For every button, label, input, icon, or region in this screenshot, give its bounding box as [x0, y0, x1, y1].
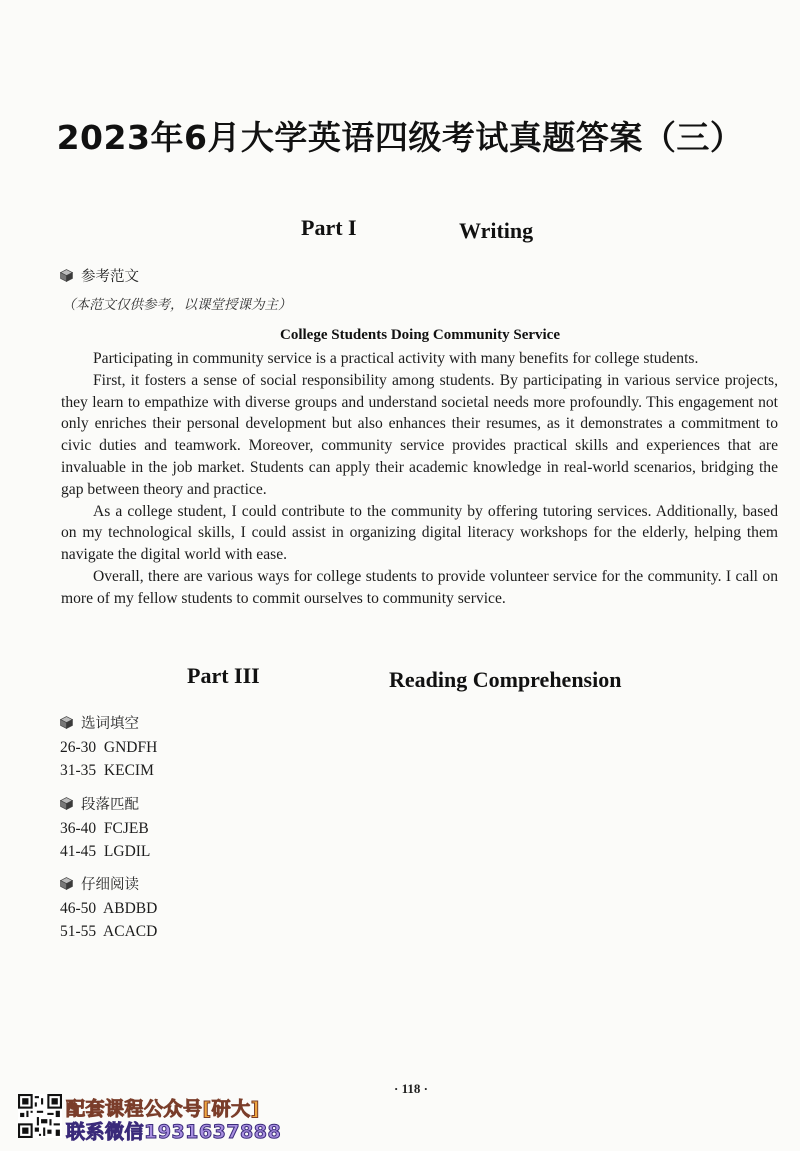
careful-reading-heading — [60, 873, 139, 894]
banked-cloze-heading — [60, 712, 139, 733]
essay-paragraph: Overall, there are various ways for college students to provide volunteer service for the community. I call on more of my fellow students to commit ourselves to community service. — [61, 567, 778, 607]
page-title: 2023年6月大学英语四级考试真题答案（三） — [56, 118, 744, 157]
part3-name: Reading Comprehension — [389, 667, 622, 692]
page-number: · 118 · — [394, 1081, 428, 1096]
answer-line: 46-50 ABDBD — [60, 900, 158, 917]
answer-line: 51-55 ACACD — [60, 922, 158, 940]
reference-essay-heading — [60, 265, 139, 286]
careful-reading-label: 仔细阅读 — [81, 877, 139, 893]
careful-reading-answers — [60, 898, 157, 943]
qr-code-icon — [18, 1094, 62, 1138]
answer-line: 31-35 KECIM — [60, 761, 154, 779]
essay-note: （本范文仅供参考，以课堂授课为主） — [62, 297, 292, 313]
cube-icon — [60, 877, 73, 890]
banked-cloze-label: 选词填空 — [81, 716, 139, 732]
watermark-line2: 联系微信1931637888 — [66, 1121, 282, 1143]
part3-label: Part III — [187, 663, 260, 688]
cube-icon — [60, 716, 73, 729]
cube-icon — [60, 269, 73, 282]
matching-answers — [60, 818, 150, 863]
essay-paragraph: First, it fosters a sense of social responsibility among students. By participating in various service projects, they learn to empathize with diverse groups and understand societal needs more profoundly. This engagement not only enriches their personal development but also enhances their resumes, as it demonstrates a commitment to civic duties and teamwork. Moreover, community service provides practical skills and experiences that are invaluable in the job market. Students can apply their academic knowledge in real-world scenarios, bridging the gap between theory and practice. — [61, 371, 778, 498]
part1-name: Writing — [459, 218, 534, 243]
essay-paragraph: Participating in community service is a practical activity with many benefits for college students. — [93, 350, 699, 367]
essay-paragraph: As a college student, I could contribute to the community by offering tutoring services. Additionally, based on my technological skills, I could assist in organizing digital literacy workshops for the elderly, helping them navigate the digital world with ease. — [61, 502, 778, 564]
matching-label: 段落匹配 — [81, 797, 139, 813]
watermark-line1: 配套课程公众号[研大] — [66, 1098, 260, 1120]
part1-label: Part I — [301, 215, 357, 240]
matching-heading — [60, 793, 139, 814]
answer-line: 41-45 LGDIL — [60, 842, 151, 860]
essay-title: College Students Doing Community Service — [280, 327, 560, 343]
answer-line: 36-40 FCJEB — [60, 820, 149, 837]
answer-line: 26-30 GNDFH — [60, 739, 158, 756]
essay-body — [61, 348, 778, 610]
cube-icon — [60, 797, 73, 810]
banked-cloze-answers — [60, 737, 157, 782]
reference-essay-label: 参考范文 — [81, 269, 139, 285]
